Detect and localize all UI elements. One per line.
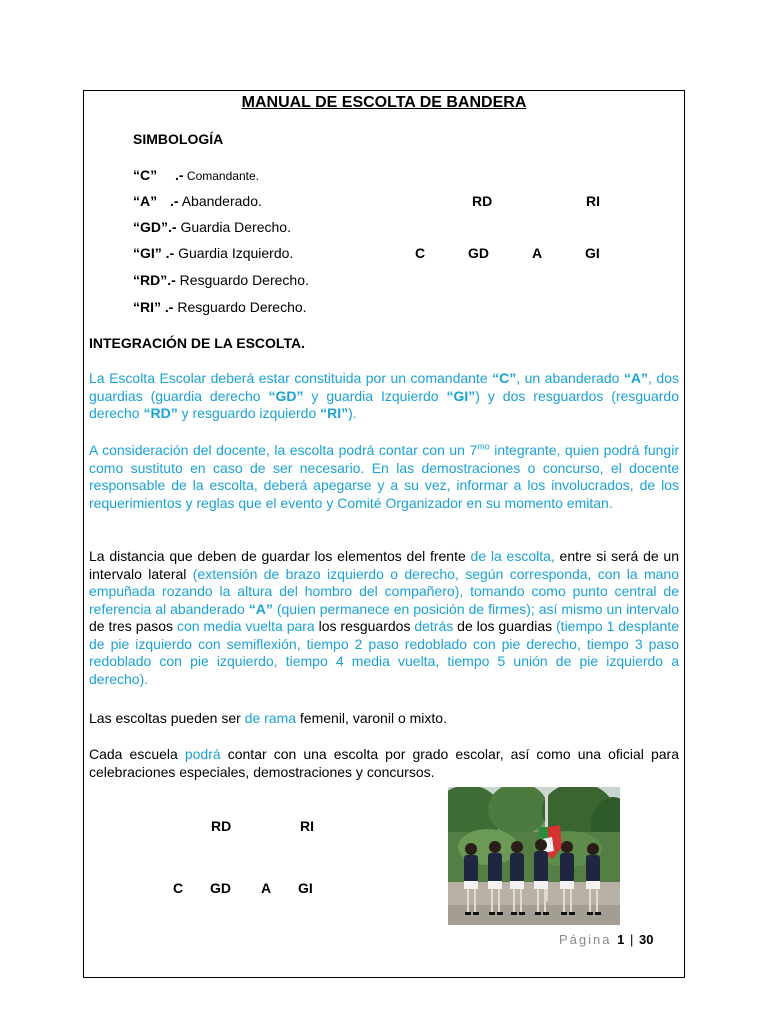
escort-photo-illustration: [448, 787, 620, 925]
paragraph-escuela: Cada escuela podrá contar con una escolta por grado escolar, así como una oficial para celebraciones especiales, demostraciones y concursos.: [89, 746, 679, 780]
symbol-row-gi: “GI” .- Guardia Izquierdo.: [133, 245, 294, 261]
document-title: MANUAL DE ESCOLTA DE BANDERA: [241, 94, 527, 111]
page-footer: [559, 932, 653, 947]
formation-top-gi: GI: [585, 245, 600, 261]
paragraph-septimo-integrante: A consideración del docente, la escolta podrá contar con un $7^{mo}$ integrante, quien podrá fungir como sustituto en caso de ser necesario. En las demostraciones o concurso, el docente responsable de la escolta, deberá apegarse y a su vez, informar a los involucrados, de los requerimientos y reglas que el evento y Comité Organizador en su momento emitan.: [89, 441, 679, 511]
formation-top-gd: GD: [468, 245, 489, 261]
footer-label: Página: [559, 932, 612, 947]
escort-photo: [448, 787, 620, 925]
formation-bottom-rd: RD: [211, 818, 232, 834]
footer-total-pages: 30: [638, 932, 654, 947]
formation-bottom-gi: GI: [298, 880, 313, 896]
formation-top-rd: RD: [472, 193, 493, 209]
symbol-row-c: “C” .- Comandante.: [133, 167, 259, 183]
formation-bottom-c: C: [173, 880, 184, 896]
paragraph-distancia: La distancia que deben de guardar los elementos del frente de la escolta, entre si será de un intervalo lateral (extensión de brazo izquierdo o derecho, según corresponda, con la mano empuñada rozando la altura del hombro del compañero), tomando como punto central de referencia al abanderado “A” (quien permanece en posición de firmes); así mismo un intervalo de tres pasos con media vuelta para los resguardos detrás de los guardias (tiempo 1 desplante de pie izquierdo con semiflexión, tiempo 2 paso redoblado con pie derecho, tiempo 3 paso redoblado con pie izquierdo, tiempo 4 media vuelta, tiempo 5 unión de pie izquierdo a derecho).: [89, 548, 680, 687]
formation-bottom-ri: RI: [300, 818, 314, 834]
symbol-row-rd: “RD”.- Resguardo Derecho.: [133, 272, 309, 288]
symbol-row-ri: “RI” .- Resguardo Derecho.: [133, 299, 307, 315]
paragraph-rama: Las escoltas pueden ser de rama femenil, varonil o mixto.: [89, 710, 447, 726]
footer-current-page: 1: [617, 932, 625, 947]
symbol-row-a: “A” .- Abanderado.: [133, 193, 262, 209]
integracion-heading: INTEGRACIÓN DE LA ESCOLTA.: [89, 335, 305, 351]
paragraph-integracion: La Escolta Escolar deberá estar constituida por un comandante “C”, un abanderado “A”, dos guardias (guardia derecho “GD” y guardia Izquierdo “GI”) y dos resguardos (resguardo derecho “RD” y resguardo izquierdo “RI”).: [89, 370, 680, 421]
formation-bottom-gd: GD: [210, 880, 231, 896]
footer-separator: |: [629, 932, 634, 947]
formation-top-ri: RI: [586, 193, 600, 209]
symbol-row-gd: “GD”.- Guardia Derecho.: [133, 219, 291, 235]
formation-bottom-a: A: [261, 880, 272, 896]
formation-top-a: A: [532, 245, 543, 261]
formation-top-c: C: [415, 245, 426, 261]
simbologia-heading: SIMBOLOGÍA: [133, 131, 224, 147]
